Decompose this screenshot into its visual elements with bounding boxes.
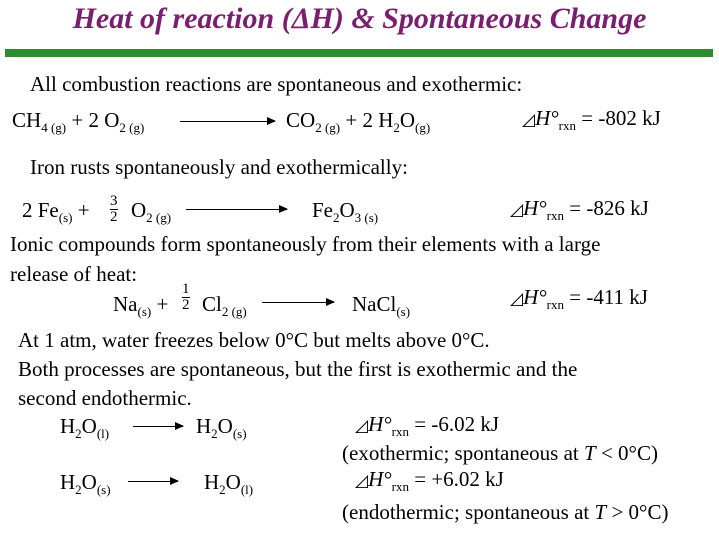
freeze-product: $H_2O_{(s)}$ bbox=[196, 414, 247, 441]
ionic-product: NaCl$_{(s)}$ bbox=[352, 292, 411, 319]
delta-icon: ◿ bbox=[510, 200, 524, 219]
ionic-reactant-cl: $Cl_{2 (g)}$ bbox=[202, 292, 247, 319]
ionic-reactant-na: $Na_{(s)}$ + bbox=[113, 292, 169, 319]
water-line3: second endothermic. bbox=[18, 386, 192, 410]
delta-icon: ◿ bbox=[355, 416, 369, 435]
rust-reactant-fe: 2 $Fe_{(s)}$ + bbox=[22, 198, 90, 225]
rust-reactant-o2: $O_{2 (g)}$ bbox=[131, 198, 172, 225]
rust-product: $Fe_2O_{3 (s)}$ bbox=[312, 198, 379, 225]
melt-arrow bbox=[128, 481, 178, 482]
freeze-note: (exothermic; spontaneous at T < 0°C) bbox=[342, 441, 658, 465]
ionic-statement-line2: release of heat: bbox=[10, 262, 138, 286]
ionic-enthalpy: $◿H^\circ_{rxn} = -411$ kJ bbox=[510, 285, 648, 312]
rust-fraction: $\frac{3}{2}$ bbox=[110, 193, 118, 225]
melt-enthalpy: $◿H^\circ_{rxn} = +6.02$ kJ bbox=[355, 467, 504, 494]
page-title: Heat of reaction (ΔH) & Spontaneous Change bbox=[72, 2, 647, 35]
ionic-statement-line1: Ionic compounds form spontaneously from their elements with a large bbox=[10, 232, 601, 256]
freeze-enthalpy: $◿H^\circ_{rxn} = -6.02$ kJ bbox=[355, 412, 500, 439]
water-line2: Both processes are spontaneous, but the first is exothermic and the bbox=[18, 357, 578, 381]
combustion-statement: All combustion reactions are spontaneous and exothermic: bbox=[30, 72, 523, 96]
ionic-fraction: $\frac{1}{2}$ bbox=[182, 281, 190, 313]
delta-icon: ◿ bbox=[522, 110, 536, 129]
rust-arrow bbox=[186, 209, 287, 210]
melt-product: $H_2O_{(l)}$ bbox=[204, 470, 254, 497]
delta-icon: ◿ bbox=[355, 471, 369, 490]
delta-icon: ◿ bbox=[510, 289, 524, 308]
freeze-reactant: $H_2O_{(l)}$ bbox=[60, 414, 110, 441]
title-divider bbox=[5, 49, 713, 57]
combustion-products: $CO_{2 (g)} + 2$ $H_2O_{(g)}$ bbox=[286, 108, 431, 135]
water-line1: At 1 atm, water freezes below 0°C but melts above 0°C. bbox=[18, 328, 490, 352]
rust-enthalpy: $◿H^\circ_{rxn} = -826$ kJ bbox=[510, 196, 649, 223]
combustion-enthalpy: $◿H^\circ_{rxn} = -802$ kJ bbox=[522, 106, 661, 133]
rust-statement: Iron rusts spontaneously and exothermically: bbox=[30, 155, 408, 179]
combustion-reactants: $CH_{4 (g)} + 2$ $O_{2 (g)}$ bbox=[12, 108, 145, 135]
melt-reactant: $H_2O_{(s)}$ bbox=[60, 470, 111, 497]
melt-note: (endothermic; spontaneous at T > 0°C) bbox=[342, 500, 669, 524]
combustion-arrow bbox=[180, 121, 275, 122]
freeze-arrow bbox=[133, 426, 183, 427]
ionic-arrow bbox=[262, 302, 334, 303]
